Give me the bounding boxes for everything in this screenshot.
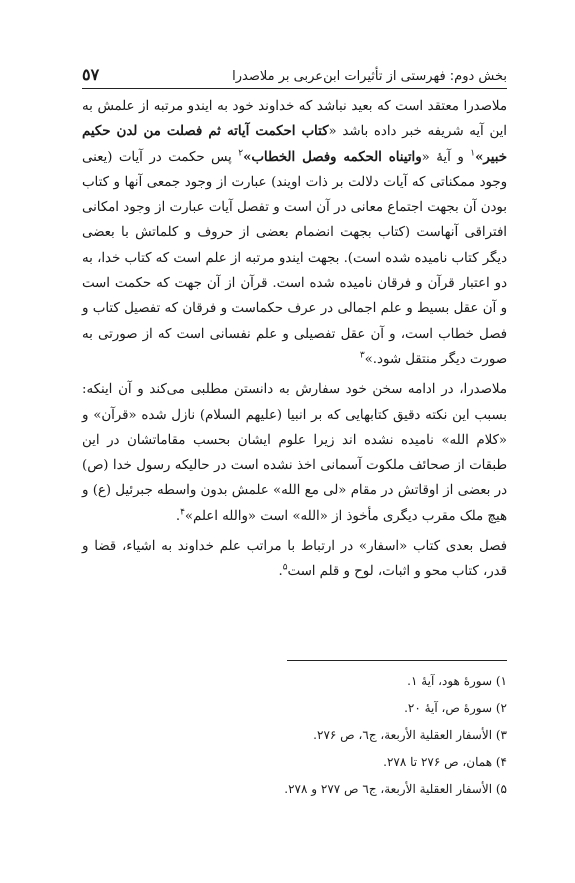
footnote-3: ٣) الأسفار العقلية الأربعة، ج٦، ص ٢٧۶. — [313, 728, 507, 742]
page-header — [82, 60, 507, 84]
p1-text-2: و آیهٔ « — [421, 149, 471, 165]
paragraph-2 — [82, 377, 507, 529]
footnote-ref-1: ۱ — [470, 148, 476, 159]
quran-quote-2: واتیناه الحکمه وفصل الخطاب» — [243, 149, 422, 165]
paragraph-3 — [82, 534, 507, 585]
p2-text-1: ملاصدرا، در ادامه سخن خود سفارش به دانستن مطلبی می‌کند و آن اینکه: بسبب این نکته دقیق کتابهایی که بر انبیا (علیهم السلام) نازل شده «قرآن» و «کلام الله» نامیده نشده اند زیرا علوم ایشان بحسب مقاماتشان در این طبقات از صحائف ملکوت آسمانی اخذ نشده است در حالیکه رسول خدا (ص) در بعضی از اوقاتش در مقام «لی مع الله» علمش بدون واسطه جبرئیل (ع) و هیچ ملک مقرب دیگری مأخوذ از «الله» است «والله اعلم» — [82, 382, 507, 524]
running-title: بخش دوم: فهرستی از تأثیرات ابن‌عربی بر ملاصدرا — [232, 69, 507, 84]
p1-text-3: پس حکمت در آیات (یعنی وجود ممکناتی که آیات دلالت بر ذات اویند) عبارت از وجود جمعی آنها و کتاب بودن آن بجهت اجتماع معانی در آن است و تفصل آیات عبارت از وجود امکانی افتراقی آنهاست (کتاب بجهت انضمام بعضی از حروف و کلماتش با بعضی دیگر کتاب نامیده شده است). بجهت ایندو مرتبه از علم است که کتاب خدا، به دو اعتبار قرآن و فرقان نامیده شده است. قرآن از آن جهت که حکمت است و آن عقل بسیط و علم اجمالی در عرف حکماست و فرقان که تفصیل کتاب و فصل خطاب است، و آن عقل تفصیلی و علم نفسانی است که از صورتی به صورت دیگر منتقل شود.» — [82, 149, 507, 367]
footnote-4: ۴) همان، ص ٢٧۶ تا ٢٧٨. — [383, 755, 507, 769]
quran-quote-1: کتاب احکمت آیاته ثم فصلت من لدن حکیم خبیر» — [82, 124, 507, 165]
p1-text-1: ملاصدرا معتقد است که بعید نباشد که خداوند خود به ایندو مرتبه از علمش به این آیه شریفه خبر داده باشد « — [82, 99, 507, 140]
footnote-ref-4: ۴ — [180, 507, 185, 518]
page-number: ٥٧ — [82, 65, 100, 84]
body-text — [82, 94, 507, 585]
paragraph-1 — [82, 94, 507, 372]
p3-text-1: فصل بعدی کتاب «اسفار» در ارتباط با مراتب علم خداوند به اشیاء، قضا و قدر، کتاب محو و اثبات، لوح و قلم است — [82, 539, 507, 580]
footnote-2: ٢) سورهٔ ص، آیهٔ ٢٠. — [404, 701, 507, 715]
footnote-ref-5: ۵ — [282, 562, 288, 573]
footnote-ref-3: ۳ — [359, 350, 365, 361]
footnote-1: ١) سورهٔ هود، آیهٔ ١. — [407, 674, 507, 688]
footnote-rule — [287, 660, 507, 661]
footnote-ref-2: ۲ — [238, 148, 244, 159]
footnote-5: ۵) الأسفار العقلية الأربعة، ج٦ ص ٢٧٧ و ٢٧٨. — [284, 782, 507, 796]
p3-text-2: . — [278, 564, 283, 580]
header-rule — [82, 88, 507, 89]
footnotes — [82, 668, 507, 803]
p2-text-2: . — [175, 508, 181, 524]
